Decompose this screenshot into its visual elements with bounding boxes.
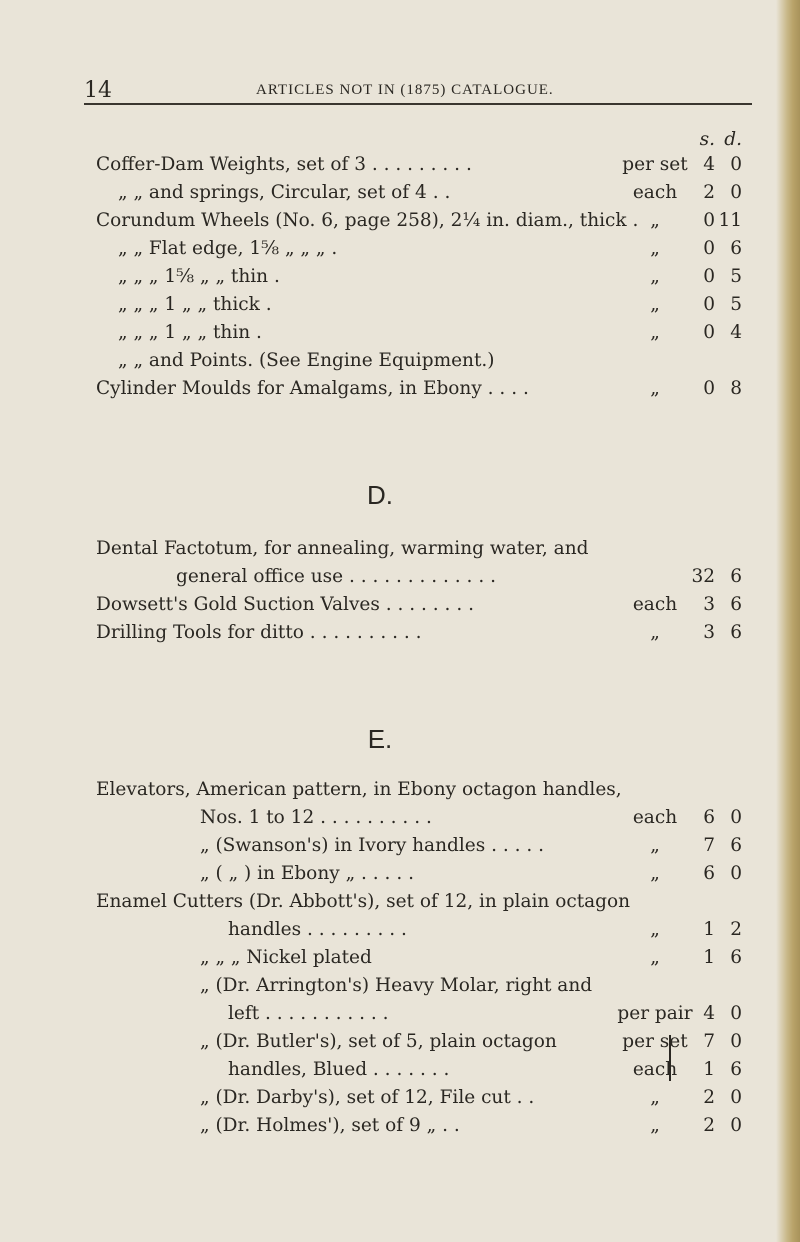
list-item	[0, 563, 760, 591]
item-description: „ „ and springs, Circular, set of 4 . .	[118, 182, 451, 203]
item-pence: 6	[730, 622, 742, 643]
item-unit: „	[650, 835, 660, 856]
item-description: Corundum Wheels (No. 6, page 258), 2¼ in. diam., thick .	[96, 210, 639, 231]
column-headings	[0, 126, 760, 154]
item-unit: each	[632, 182, 678, 203]
list-item	[0, 207, 760, 235]
item-shillings: 0	[703, 266, 715, 287]
item-shillings: 4	[703, 154, 715, 175]
item-description: „ (Dr. Arrington's) Heavy Molar, right and	[200, 975, 593, 996]
item-shillings: 4	[703, 1003, 715, 1024]
item-unit: each	[632, 807, 678, 828]
item-shillings: 2	[703, 1087, 715, 1108]
running-title: ARTICLES NOT IN (1875) CATALOGUE.	[256, 82, 554, 98]
list-item	[0, 291, 760, 319]
item-shillings: 0	[703, 210, 715, 231]
item-pence: 8	[730, 378, 742, 399]
list-item	[0, 832, 760, 860]
item-shillings: 0	[703, 322, 715, 343]
item-pence: 0	[730, 154, 742, 175]
list-item	[0, 235, 760, 263]
item-shillings: 0	[703, 294, 715, 315]
item-pence: 0	[730, 182, 742, 203]
item-unit: „	[650, 294, 660, 315]
item-unit: „	[650, 238, 660, 259]
item-unit: „	[650, 210, 660, 231]
item-pence: 5	[730, 266, 742, 287]
list-item	[0, 263, 760, 291]
item-description: Coffer-Dam Weights, set of 3 . . . . . . . . .	[96, 154, 472, 175]
list-item	[0, 591, 760, 619]
item-unit: „	[650, 1087, 660, 1108]
item-pence: 0	[730, 1031, 742, 1052]
item-unit: „	[650, 919, 660, 940]
item-unit: per set	[622, 1031, 688, 1052]
page-header	[0, 0, 760, 108]
item-unit: „	[650, 863, 660, 884]
item-pence: 0	[730, 1115, 742, 1136]
item-pence: 6	[730, 566, 742, 587]
item-description: „ „ and Points. (See Engine Equipment.)	[118, 350, 495, 371]
item-shillings: 7	[703, 835, 715, 856]
pence-heading: d.	[724, 129, 742, 150]
section-heading-e: E.	[367, 724, 393, 754]
item-pence: 6	[730, 238, 742, 259]
item-description: „ „ „ 1 „ „ thick .	[118, 294, 272, 315]
page-edge	[776, 0, 800, 1242]
item-shillings: 3	[703, 622, 715, 643]
item-unit: „	[650, 378, 660, 399]
list-item	[0, 888, 760, 916]
item-shillings: 3	[703, 594, 715, 615]
list-item	[0, 535, 760, 563]
item-unit: per set	[622, 154, 688, 175]
item-description: „ (Swanson's) in Ivory handles . . . . .	[200, 835, 545, 856]
item-unit: „	[650, 266, 660, 287]
list-item	[0, 860, 760, 888]
item-description: general office use . . . . . . . . . . . . .	[176, 566, 496, 587]
item-unit: „	[650, 1115, 660, 1136]
item-description: Cylinder Moulds for Amalgams, in Ebony . . . .	[96, 378, 529, 399]
item-description: „ (Dr. Butler's), set of 5, plain octagon	[200, 1031, 557, 1052]
item-shillings: 7	[703, 1031, 715, 1052]
item-unit: per pair	[617, 1003, 693, 1024]
item-pence: 4	[730, 322, 742, 343]
item-description: „ „ „ Nickel plated	[200, 947, 372, 968]
list-item	[0, 1112, 760, 1140]
item-description: „ „ „ 1 „ „ thin .	[118, 322, 262, 343]
item-unit: „	[650, 947, 660, 968]
list-item	[0, 972, 760, 1000]
list-item	[0, 1084, 760, 1112]
list-item	[0, 151, 760, 179]
list-item	[0, 1000, 760, 1028]
list-item	[0, 1028, 760, 1056]
list-item	[0, 1056, 760, 1084]
item-shillings: 2	[703, 1115, 715, 1136]
item-description: Dowsett's Gold Suction Valves . . . . . . . .	[96, 594, 474, 615]
item-unit: „	[650, 622, 660, 643]
item-description: Dental Factotum, for annealing, warming water, and	[96, 538, 589, 559]
item-description: Drilling Tools for ditto . . . . . . . . . .	[96, 622, 422, 643]
header-rule	[84, 103, 752, 105]
item-description: left . . . . . . . . . . .	[228, 1003, 389, 1024]
list-item	[0, 619, 760, 647]
shillings-heading: s.	[699, 129, 715, 150]
item-pence: 6	[730, 835, 742, 856]
item-shillings: 0	[703, 238, 715, 259]
item-pence: 0	[730, 1003, 742, 1024]
section-heading-d: D.	[367, 480, 393, 510]
item-description: Elevators, American pattern, in Ebony octagon handles,	[96, 779, 622, 800]
item-description: „ (Dr. Holmes'), set of 9 „ . .	[200, 1115, 460, 1136]
item-description: „ ( „ ) in Ebony „ . . . . .	[200, 863, 414, 884]
list-item	[0, 319, 760, 347]
item-pence: 11	[718, 210, 742, 231]
item-pence: 2	[730, 919, 742, 940]
item-shillings: 2	[703, 182, 715, 203]
item-shillings: 6	[703, 807, 715, 828]
item-unit: „	[650, 322, 660, 343]
list-item	[0, 776, 760, 804]
item-unit: each	[632, 1059, 678, 1080]
item-unit: each	[632, 594, 678, 615]
list-item	[0, 375, 760, 403]
item-description: handles . . . . . . . . .	[228, 919, 407, 940]
item-pence: 6	[730, 1059, 742, 1080]
item-pence: 0	[730, 807, 742, 828]
item-shillings: 32	[691, 566, 715, 587]
list-item	[0, 804, 760, 832]
item-description: „ „ „ 1⅝ „ „ thin .	[118, 266, 280, 287]
page-number: 14	[84, 78, 112, 103]
item-pence: 0	[730, 1087, 742, 1108]
item-shillings: 0	[703, 378, 715, 399]
list-item	[0, 944, 760, 972]
item-pence: 0	[730, 863, 742, 884]
item-description: „ (Dr. Darby's), set of 12, File cut . .	[200, 1087, 535, 1108]
grouping-brace	[661, 1035, 671, 1081]
item-description: Nos. 1 to 12 . . . . . . . . . .	[200, 807, 432, 828]
item-pence: 6	[730, 947, 742, 968]
item-description: Enamel Cutters (Dr. Abbott's), set of 12, in plain octagon	[96, 891, 631, 912]
item-pence: 6	[730, 594, 742, 615]
list-item	[0, 347, 760, 375]
item-description: „ „ Flat edge, 1⅝ „ „ „ .	[118, 238, 338, 259]
list-item	[0, 916, 760, 944]
item-description: handles, Blued . . . . . . .	[228, 1059, 450, 1080]
item-shillings: 1	[703, 947, 715, 968]
list-item	[0, 179, 760, 207]
item-shillings: 1	[703, 1059, 715, 1080]
item-shillings: 6	[703, 863, 715, 884]
item-pence: 5	[730, 294, 742, 315]
item-shillings: 1	[703, 919, 715, 940]
